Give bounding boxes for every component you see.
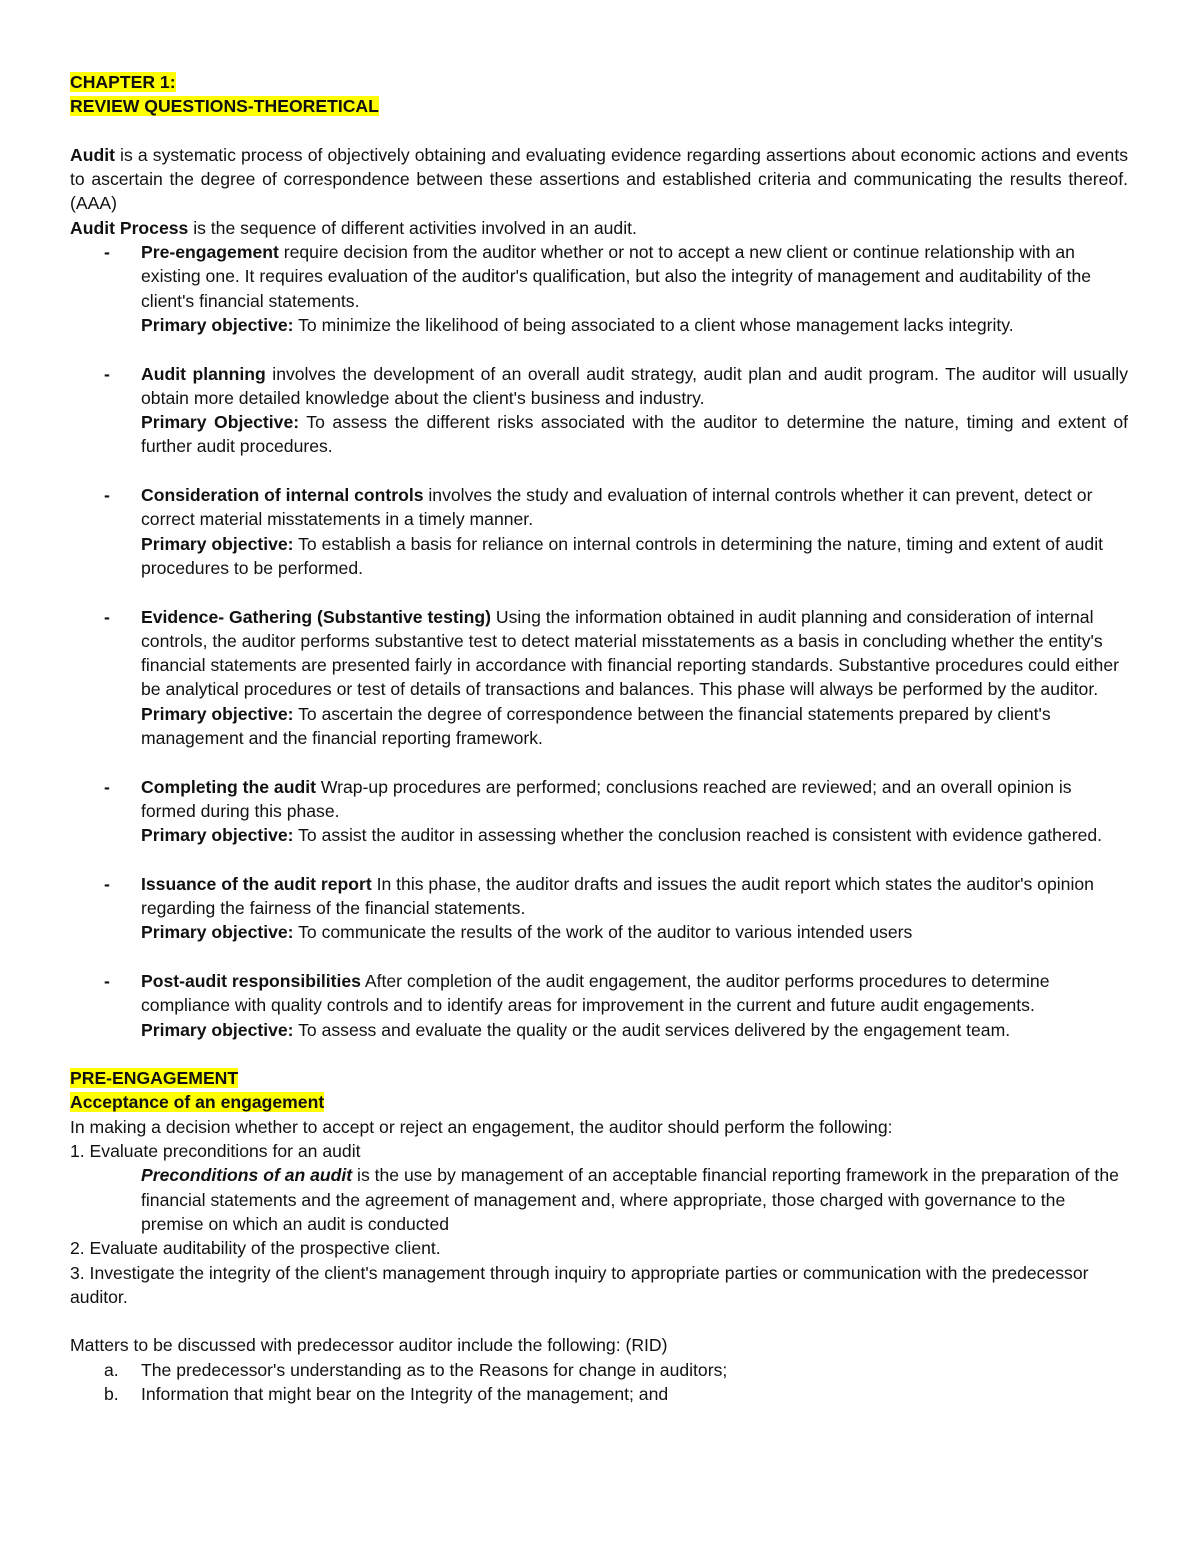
spacer bbox=[70, 945, 1128, 969]
matters-item bbox=[70, 1358, 1128, 1382]
preconditions-text: is the use by management of an acceptable financial reporting framework in the preparation of the financial statements and the agreement of management and, where appropriate, those charged with governance to the premise on which an audit is conducted bbox=[141, 1165, 1119, 1234]
objective-text: To assist the auditor in assessing whether the conclusion reached is consistent with evidence gathered. bbox=[293, 825, 1103, 846]
matters-intro: Matters to be discussed with predecessor auditor include the following: (RID) bbox=[70, 1335, 668, 1356]
objective-text: To establish a basis for reliance on internal controls in determining the nature, timing and extent of audit procedures to be performed. bbox=[141, 533, 1104, 578]
phase-text: After completion of the audit engagement, the auditor performs procedures to determine compliance with quality controls and to identify areas for improvement in the current and future audit engagements. bbox=[141, 970, 1050, 1016]
phase-description bbox=[141, 240, 1128, 313]
audit-process-term: Audit Process bbox=[70, 217, 189, 238]
spacer bbox=[70, 848, 1128, 872]
objective-label: Primary objective: bbox=[141, 703, 294, 724]
phase-item bbox=[70, 605, 1128, 751]
bullet-marker: - bbox=[104, 873, 110, 894]
phase-term: Pre-engagement bbox=[141, 242, 279, 263]
phase-objective bbox=[141, 920, 1128, 944]
objective-text: To assess the different risks associated with the auditor to determine the nature, timing and extent of further audit procedures. bbox=[141, 412, 1128, 457]
audit-process-text: is the sequence of different activities involved in an audit. bbox=[188, 217, 637, 238]
bullet-marker: - bbox=[104, 363, 110, 384]
phase-term: Audit planning bbox=[141, 363, 266, 384]
objective-label: Primary objective: bbox=[141, 1019, 294, 1040]
matters-item bbox=[70, 1382, 1128, 1406]
objective-text: To minimize the likelihood of being associated to a client whose management lacks integrity. bbox=[293, 314, 1014, 335]
matters-text: The predecessor's understanding as to the Reasons for change in auditors; bbox=[141, 1359, 728, 1380]
phase-text: require decision from the auditor whether or not to accept a new client or continue relationship with an existing one. It requires evaluation of the auditor's qualification, but also the integrity of management and auditability of the client's financial statements. bbox=[141, 242, 1092, 311]
pre-engagement-heading: PRE-ENGAGEMENT bbox=[70, 1068, 239, 1089]
bullet-marker: - bbox=[104, 776, 110, 797]
phase-description bbox=[141, 775, 1128, 824]
phase-description bbox=[141, 362, 1128, 411]
step-3: 3. Investigate the integrity of the client's management through inquiry to appropriate parties or communication with the predecessor auditor. bbox=[70, 1262, 1089, 1307]
objective-label: Primary objective: bbox=[141, 922, 294, 943]
phase-objective bbox=[141, 1018, 1128, 1042]
phase-description bbox=[141, 483, 1128, 532]
spacer bbox=[70, 337, 1128, 361]
phase-objective bbox=[141, 532, 1128, 581]
phase-description bbox=[141, 605, 1128, 702]
phase-item bbox=[70, 483, 1128, 580]
phase-item bbox=[70, 775, 1128, 848]
phase-item bbox=[70, 240, 1128, 337]
bullet-marker: - bbox=[104, 242, 110, 263]
phase-term: Post-audit responsibilities bbox=[141, 970, 361, 991]
bullet-marker: - bbox=[104, 970, 110, 991]
chapter-heading: CHAPTER 1: bbox=[70, 72, 176, 92]
phase-description bbox=[141, 969, 1128, 1018]
document-page bbox=[70, 70, 1128, 1406]
objective-label: Primary Objective: bbox=[141, 412, 300, 433]
phase-item bbox=[70, 969, 1128, 1042]
phase-text: Using the information obtained in audit planning and consideration of internal controls, the auditor performs substantive test to detect material misstatements as a basis in concluding whether the entity's financial statements are presented fairly in accordance with financial reporting standards. Substantive procedures could either be analytical procedures or test of details of transactions and balances. This phase will always be performed by the auditor. bbox=[141, 606, 1119, 700]
matters-marker: a. bbox=[104, 1359, 119, 1380]
objective-text: To assess and evaluate the quality or the audit services delivered by the engagement team. bbox=[293, 1019, 1011, 1040]
phase-objective bbox=[141, 410, 1128, 459]
phase-term: Issuance of the audit report bbox=[141, 873, 372, 894]
objective-text: To ascertain the degree of correspondence between the financial statements prepared by client's management and the financial reporting framework. bbox=[141, 703, 1051, 749]
objective-label: Primary objective: bbox=[141, 825, 294, 846]
phase-description bbox=[141, 872, 1128, 921]
step-1: 1. Evaluate preconditions for an audit bbox=[70, 1141, 361, 1162]
audit-definition bbox=[70, 143, 1128, 216]
objective-label: Primary objective: bbox=[141, 533, 294, 554]
spacer bbox=[70, 1042, 1128, 1066]
audit-process-definition bbox=[70, 216, 1128, 240]
phase-item bbox=[70, 362, 1128, 459]
spacer bbox=[70, 119, 1128, 143]
pre-engagement-intro: In making a decision whether to accept or reject an engagement, the auditor should perform the following: bbox=[70, 1116, 893, 1137]
spacer bbox=[70, 1309, 1128, 1333]
phase-text: In this phase, the auditor drafts and issues the audit report which states the auditor's opinion regarding the fairness of the financial statements. bbox=[141, 873, 1094, 919]
matters-marker: b. bbox=[104, 1384, 119, 1405]
phase-objective bbox=[141, 313, 1128, 337]
objective-label: Primary objective: bbox=[141, 314, 294, 335]
section-heading: REVIEW QUESTIONS-THEORETICAL bbox=[70, 96, 379, 117]
spacer bbox=[70, 580, 1128, 604]
acceptance-subheading: Acceptance of an engagement bbox=[70, 1092, 325, 1113]
phase-text: involves the study and evaluation of internal controls whether it can prevent, detect or correct material misstatements in a timely manner. bbox=[141, 485, 1093, 530]
preconditions-definition bbox=[70, 1163, 1128, 1236]
phase-term: Evidence- Gathering (Substantive testing) bbox=[141, 606, 491, 627]
spacer bbox=[70, 459, 1128, 483]
audit-term: Audit bbox=[70, 144, 115, 165]
phase-objective bbox=[141, 823, 1128, 847]
phase-text: involves the development of an overall audit strategy, audit plan and audit program. The auditor will usually obtain more detailed knowledge about the client's business and industry. bbox=[141, 363, 1128, 408]
preconditions-term: Preconditions of an audit bbox=[141, 1165, 353, 1186]
audit-definition-text: is a systematic process of objectively obtaining and evaluating evidence regarding assertions about economic actions and events to ascertain the degree of correspondence between these assertions and established criteria and communicating the results thereof. (AAA) bbox=[70, 144, 1128, 214]
phase-term: Consideration of internal controls bbox=[141, 485, 424, 506]
phase-objective bbox=[141, 702, 1128, 751]
phase-term: Completing the audit bbox=[141, 776, 316, 797]
spacer bbox=[70, 750, 1128, 774]
step-2: 2. Evaluate auditability of the prospective client. bbox=[70, 1238, 441, 1259]
bullet-marker: - bbox=[104, 485, 110, 506]
phase-text: Wrap-up procedures are performed; conclusions reached are reviewed; and an overall opinion is formed during this phase. bbox=[141, 776, 1072, 821]
bullet-marker: - bbox=[104, 606, 110, 627]
matters-text: Information that might bear on the Integrity of the management; and bbox=[141, 1384, 669, 1405]
objective-text: To communicate the results of the work of the auditor to various intended users bbox=[293, 922, 913, 943]
phase-item bbox=[70, 872, 1128, 945]
